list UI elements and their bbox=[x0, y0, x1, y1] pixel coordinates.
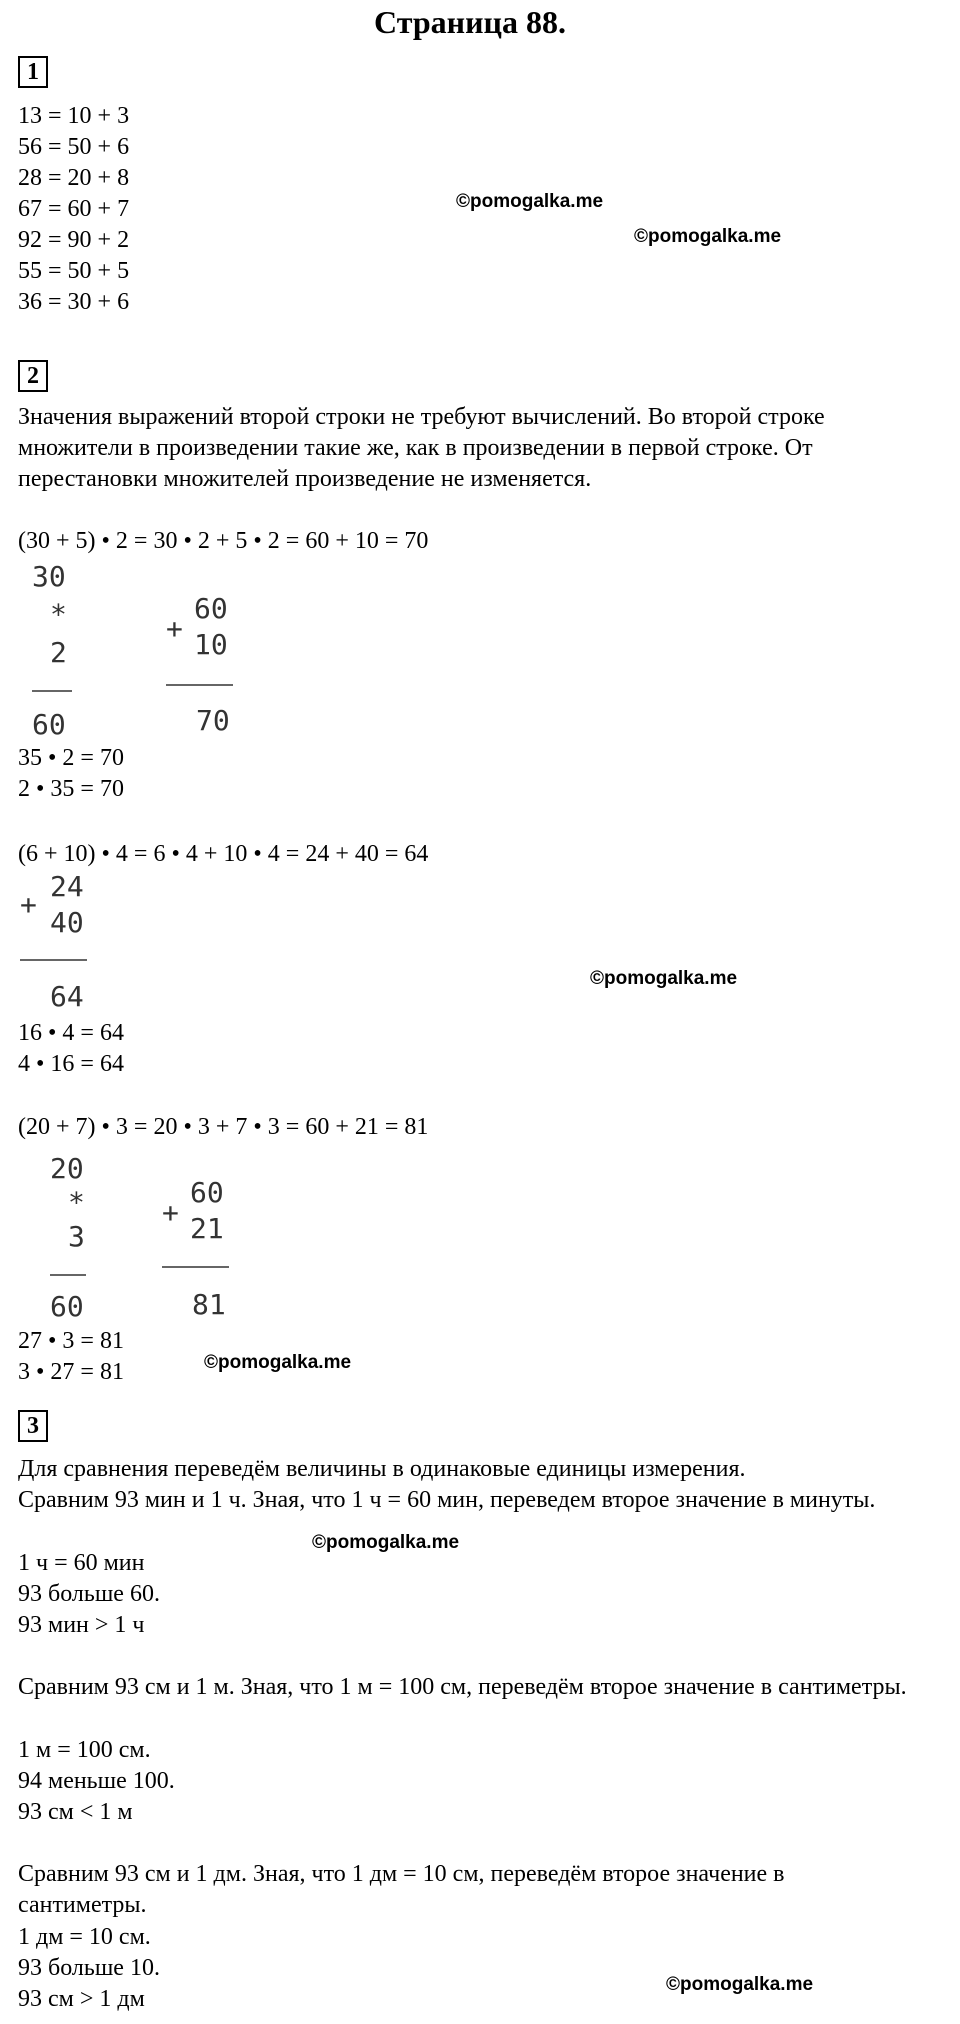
watermark: ©pomogalka.me bbox=[634, 226, 782, 247]
watermark: ©pomogalka.me bbox=[204, 1352, 352, 1373]
column-rule bbox=[162, 1266, 229, 1268]
watermark: ©pomogalka.me bbox=[456, 191, 604, 212]
column-rule bbox=[20, 959, 87, 961]
column-add-a: 60 bbox=[194, 592, 228, 625]
equation-line: 3 • 27 = 81 bbox=[18, 1359, 124, 1385]
task3-text: Сравним 93 см и 1 м. Зная, что 1 м = 100 см, переведём второе значение в сантиметры. bbox=[18, 1674, 907, 1700]
equation-line: 55 = 50 + 5 bbox=[18, 258, 130, 284]
expression-line: (20 + 7) • 3 = 20 • 3 + 7 • 3 = 60 + 21 = 81 bbox=[18, 1114, 429, 1140]
column-add-op: + bbox=[162, 1196, 179, 1229]
column-add-a: 24 bbox=[50, 870, 84, 903]
watermark: ©pomogalka.me bbox=[666, 1974, 814, 1995]
watermark: ©pomogalka.me bbox=[590, 968, 738, 989]
column-add-b: 40 bbox=[50, 906, 84, 939]
equation-line: 93 см > 1 дм bbox=[18, 1986, 145, 2012]
column-rule bbox=[32, 690, 72, 692]
equation-line: 2 • 35 = 70 bbox=[18, 776, 124, 802]
equation-line: 56 = 50 + 6 bbox=[18, 134, 130, 160]
column-mul-result: 60 bbox=[32, 708, 66, 741]
equation-line: 1 ч = 60 мин bbox=[18, 1550, 145, 1576]
column-add-b: 21 bbox=[190, 1212, 224, 1245]
equation-line: 92 = 90 + 2 bbox=[18, 227, 130, 253]
column-add-b: 10 bbox=[194, 628, 228, 661]
task2-intro: Значения выражений второй строки не требуют вычислений. Во второй строке множители в произведении такие же, как в произведении в первой строке. От перестановки множителей произведение не изменяется. bbox=[18, 404, 825, 492]
equation-line: 4 • 16 = 64 bbox=[18, 1051, 124, 1077]
equation-line: 1 м = 100 см. bbox=[18, 1737, 151, 1763]
column-mul-op: * bbox=[50, 598, 67, 631]
equation-line: 1 дм = 10 см. bbox=[18, 1924, 151, 1950]
column-add-a: 60 bbox=[190, 1176, 224, 1209]
column-rule bbox=[166, 684, 233, 686]
column-add-result: 64 bbox=[50, 980, 84, 1013]
task-number-2: 2 bbox=[18, 360, 48, 392]
expression-line: (6 + 10) • 4 = 6 • 4 + 10 • 4 = 24 + 40 = 64 bbox=[18, 841, 429, 867]
column-add-op: + bbox=[20, 888, 37, 921]
equation-line: 93 больше 10. bbox=[18, 1955, 160, 1981]
equation-line: 16 • 4 = 64 bbox=[18, 1020, 124, 1046]
equation-line: 93 мин > 1 ч bbox=[18, 1612, 145, 1638]
watermark: ©pomogalka.me bbox=[312, 1532, 460, 1553]
equation-line: 36 = 30 + 6 bbox=[18, 289, 130, 315]
task3-text: Сравним 93 см и 1 дм. Зная, что 1 дм = 10 см, переведём второе значение в сантиметры. bbox=[18, 1861, 785, 1918]
equation-line: 93 см < 1 м bbox=[18, 1799, 133, 1825]
column-add-op: + bbox=[166, 612, 183, 645]
column-mul-op: * bbox=[68, 1186, 85, 1219]
equation-line: 94 меньше 100. bbox=[18, 1768, 175, 1794]
column-rule bbox=[50, 1274, 86, 1276]
column-mul-b: 2 bbox=[50, 636, 67, 669]
task3-text: Для сравнения переведём величины в одинаковые единицы измерения. bbox=[18, 1456, 746, 1482]
equation-line: 67 = 60 + 7 bbox=[18, 196, 130, 222]
equation-line: 93 больше 60. bbox=[18, 1581, 160, 1607]
column-add-result: 70 bbox=[196, 704, 230, 737]
column-mul-a: 30 bbox=[32, 560, 66, 593]
column-mul-b: 3 bbox=[68, 1220, 85, 1253]
task-number-3: 3 bbox=[18, 1410, 48, 1442]
page-title: Страница 88. bbox=[374, 4, 566, 40]
task3-text: Сравним 93 мин и 1 ч. Зная, что 1 ч = 60 мин, переведем второе значение в минуты. bbox=[18, 1487, 876, 1513]
equation-line: 35 • 2 = 70 bbox=[18, 745, 124, 771]
column-mul-a: 20 bbox=[50, 1152, 84, 1185]
equation-line: 28 = 20 + 8 bbox=[18, 165, 130, 191]
equation-line: 13 = 10 + 3 bbox=[18, 103, 130, 129]
task-number-1: 1 bbox=[18, 56, 48, 88]
expression-line: (30 + 5) • 2 = 30 • 2 + 5 • 2 = 60 + 10 = 70 bbox=[18, 528, 429, 554]
equation-line: 27 • 3 = 81 bbox=[18, 1328, 124, 1354]
column-mul-result: 60 bbox=[50, 1290, 84, 1323]
column-add-result: 81 bbox=[192, 1288, 226, 1321]
